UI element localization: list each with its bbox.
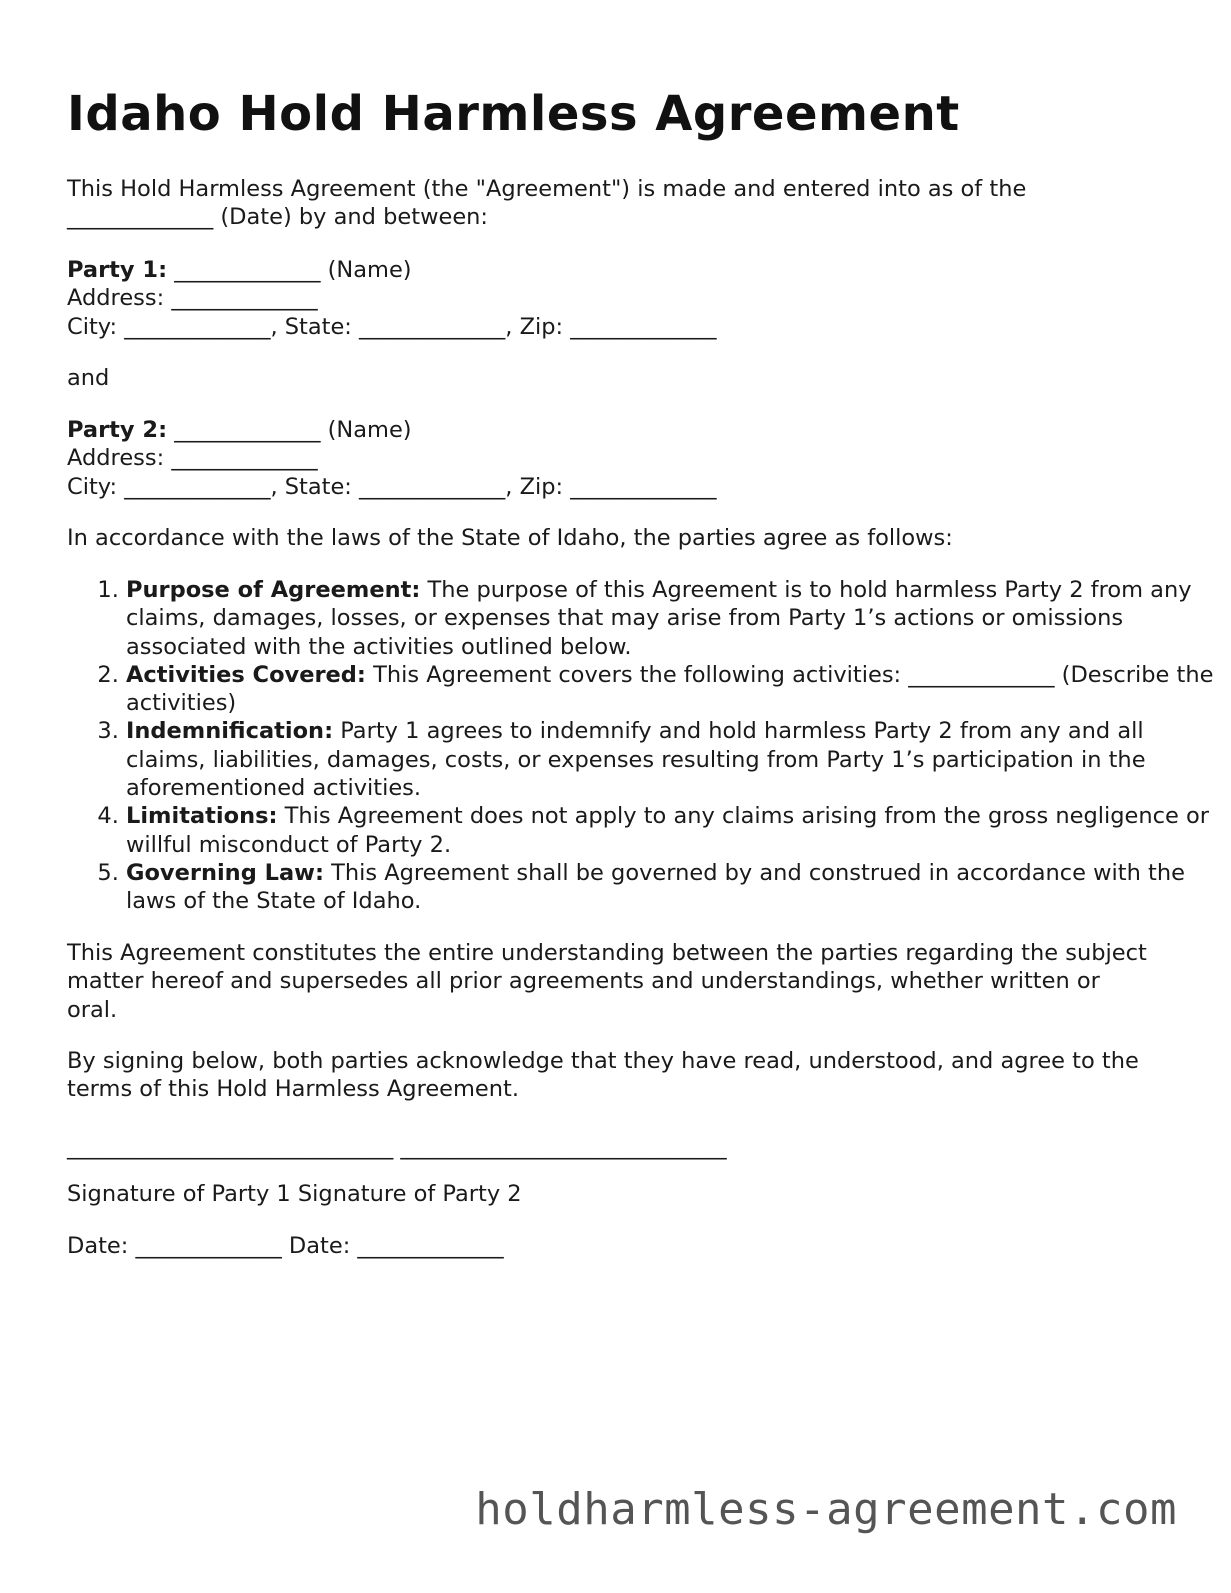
party-2-name-row [67,416,1157,444]
term-text: The purpose of this Agreement is to hold harmless Party 2 from any claims, damages, losses, or expenses that may arise from Party 1’s actions or omissions associated with the activities outlined below. [126,577,1192,660]
party-2-block [67,416,1157,501]
watermark-url: holdharmless-agreement.com [475,1484,1177,1535]
term-text: Party 1 agrees to indemnify and hold harmless Party 2 from any and all claims, liabilities, damages, costs, or expenses resulting from Party 1’s participation in the aforementioned activities. [126,718,1146,802]
signature-lines: _____________________________ _____________________________ [67,1134,727,1160]
party-1-name-row [67,256,1157,284]
entire-agreement-paragraph: This Agreement constitutes the entire understanding between the parties regarding the subject matter hereof and supersedes all prior agreements and understandings, whether written or oral. [67,940,1147,1023]
intro-paragraph [67,175,1157,232]
acknowledgement-paragraph: By signing below, both parties acknowledge that they have read, understood, and agree to the terms of this Hold Harmless Agreement. [67,1048,1139,1103]
connector-and: and [67,365,110,391]
term-item [126,717,1216,802]
intro-line-2: _____________ (Date) by and between: [67,204,488,231]
term-item [126,859,1216,916]
accordance-statement: In accordance with the laws of the State of Idaho, the parties agree as follows: [67,525,953,551]
term-heading: Governing Law: [126,859,324,886]
term-item [126,802,1216,859]
term-heading: Activities Covered: [126,661,366,688]
party-2-city-state-zip: City: _____________, State: _____________, Zip: _____________ [67,473,717,500]
party-2-name-blank: _____________ (Name) [167,417,412,443]
term-text: This Agreement covers the following activities: _____________ (Describe the activities) [126,661,1214,717]
term-item [126,576,1216,661]
intro-line-1: This Hold Harmless Agreement (the "Agreement") is made and entered into as of the [67,176,1027,202]
party-1-name-blank: _____________ (Name) [167,257,412,283]
party-2-label: Party 2: [67,417,168,443]
term-heading: Limitations: [126,803,278,830]
term-item [126,661,1216,718]
terms-list [67,576,1216,916]
document-title: Idaho Hold Harmless Agreement [67,86,960,142]
party-2-address: Address: _____________ [67,445,318,472]
signature-labels: Signature of Party 1 Signature of Party 2 [67,1181,522,1207]
term-text: This Agreement shall be governed by and construed in accordance with the laws of the State of Idaho. [126,859,1185,915]
party-1-city-state-zip: City: _____________, State: _____________, Zip: _____________ [67,313,717,340]
term-heading: Indemnification: [126,718,334,745]
party-1-block [67,256,1157,341]
term-heading: Purpose of Agreement: [126,577,421,603]
party-1-label: Party 1: [67,257,168,283]
party-1-address: Address: _____________ [67,285,318,312]
term-text: This Agreement does not apply to any claims arising from the gross negligence or willful misconduct of Party 2. [126,803,1210,858]
date-lines: Date: _____________ Date: _____________ [67,1233,504,1259]
